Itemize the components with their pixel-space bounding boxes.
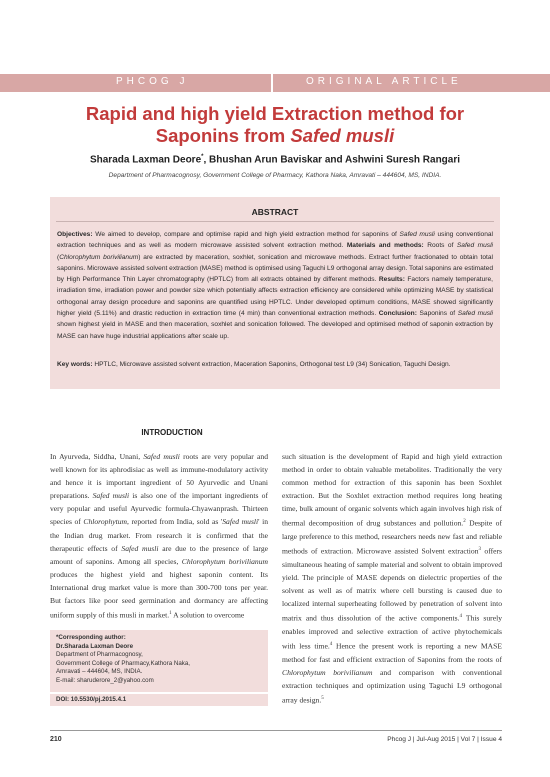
intro-italic: Safed musli <box>143 452 180 461</box>
intro-text: is also one of the important ingredients of very popular and useful Ayurvedic formula-Chyawanprash. Thirteen species of <box>50 491 268 527</box>
correspondence-box <box>50 630 268 692</box>
intro-text: such situation is the development of Rapid and high yield extraction method in order to obtain valuable metabolites. Traditionally the very common method for extraction of this saponin has been Soxhlet extraction. But the Soxhlet extraction method requires long heating time, bulk amount of organic solvents which again involves high risk of thermal decomposition of drug substances and pollution. <box>282 452 502 528</box>
intro-italic: Chlorophytum borivilianum <box>282 667 373 677</box>
intro-italic: Safed musli <box>121 543 159 553</box>
citation-ref[interactable]: 4 <box>329 641 333 647</box>
methods-italic-1: Safed musli <box>456 242 493 250</box>
intro-text: A solution to overcome <box>171 610 245 620</box>
correspondence-address-line: Department of Pharmacognosy, <box>56 651 143 658</box>
citation-ref[interactable]: 3 <box>478 547 482 553</box>
intro-text: Hence the present work is reporting a new MASE method for fast and efficient extraction of Saponins from the roots of <box>282 641 503 664</box>
intro-text: and comparison with conventional extraction techniques and optimization using Taguchi L9 orthogonal array design. <box>282 667 502 705</box>
abstract-heading: ABSTRACT <box>251 207 299 217</box>
correspondence-name: Dr.Sharada Laxman Deore <box>56 642 134 650</box>
section-heading-introduction: INTRODUCTION <box>141 428 203 437</box>
intro-text: are due to the presence of large amount of saponins. Among all species, <box>50 543 268 566</box>
intro-italic: Chlorophytum borivilianum <box>181 556 268 566</box>
correspondence-label: *Corresponding author: <box>56 634 126 641</box>
objectives-italic: Safed musli <box>399 231 435 238</box>
intro-text: roots are very popular and well known for its aphrodisiac as well as immune-modulatory activity and hence it is important ingredient of 50 Ayurvedic and Unani preparations. <box>50 452 268 501</box>
page-number: 210 <box>50 736 62 743</box>
article-title <box>40 103 510 147</box>
intro-text: This surely enables improved and selective extraction of active phytochemicals with less time. <box>282 613 502 651</box>
methods-text-1: Roots of <box>423 242 457 250</box>
abstract-text <box>57 229 493 342</box>
article-type: ORIGINAL ARTICLE <box>306 76 462 87</box>
intro-text: produces the highest yield and highest saponin content. Its International drug market value is more than 300-700 tons per year. But factors like poor seed germination and dormancy are affecting uniform supply of this musli in market. <box>50 569 268 620</box>
title-line-2 <box>40 125 510 147</box>
methods-text-3: ) are extracted by maceration, soxhlet, sonication and microwave methods. Extract further fractionated to obtain total saponins. Microwave assisted solvent extraction (MASE) method is optimised using Taguchi L9 orthogonal array design. Total saponins are estimated by High Performance Thin Layer chromatography (HPTLC) from all extracts obtained by different methods. <box>57 253 493 284</box>
methods-label: Materials and methods: <box>343 242 424 250</box>
methods-italic-2: Chlorophytum borivilianum <box>59 253 139 261</box>
author-list <box>40 154 510 165</box>
header-divider <box>271 74 273 92</box>
objectives-text: We aimed to develop, compare and optimise rapid and high yield extraction method for saponins of <box>92 231 400 238</box>
objectives-text-2: using conventional extraction techniques and as well as modern microwave assisted solvent extraction method. <box>57 231 493 250</box>
corresponding-mark: * <box>201 154 204 160</box>
abstract-divider <box>56 221 494 222</box>
citation-ref[interactable]: 2 <box>463 519 466 525</box>
intro-italic: Safed musli <box>222 517 259 527</box>
journal-header-bar <box>0 74 550 92</box>
intro-left-column <box>50 450 268 622</box>
correspondence-address-line: Government College of Pharmacy,Kathora Naka, <box>56 659 191 667</box>
doi[interactable]: DOI: 10.5530/pj.2015.4.1 <box>50 694 268 706</box>
results-label: Results: <box>376 276 405 284</box>
intro-right-column <box>282 450 502 706</box>
correspondence-address-line: Amravati – 444604, MS, INDIA. <box>56 668 143 675</box>
intro-text: , reported from India, sold as ' <box>127 517 223 527</box>
intro-text: offers simultaneous heating of sample material and solvent to obtain improved yield. The principle of MASE depends on dielectric properties of the solvent as well as of matrix where cell bursting is caused due to localized internal superheating followed by penetration of solvent into matrix and thus dissolution of the active components. <box>282 546 502 623</box>
author-first: Sharada Laxman Deore <box>89 154 202 166</box>
title-line-1: Rapid and high yield Extraction method for <box>85 103 465 124</box>
intro-text: ' in the Indian drug market. From research it is confirmed that the therapeutic effects of <box>50 517 268 553</box>
conclusion-italic: Safed musli <box>457 310 493 318</box>
journal-citation: Phcog J | Jul-Aug 2015 | Vol 7 | Issue 4 <box>387 736 502 743</box>
conclusion-text-2: shown highest yield in MASE and then maceration, soxhlet and sonication followed. The developed and optimised method of saponin extraction by MASE can have huge industrial applications after scale up. <box>57 321 493 340</box>
title-line-2-text: Saponins from <box>155 125 291 146</box>
footer-divider <box>50 730 502 731</box>
citation-ref[interactable]: 4 <box>459 614 462 620</box>
correspondence-email[interactable]: E-mail: sharuderore_2@yahoo.com <box>56 676 154 684</box>
keywords <box>57 359 493 370</box>
intro-text: Despite of large preference to this method, researchers needs new fast and reliable methods of extraction. Microwave assisted Solvent extraction <box>282 519 502 556</box>
methods-text-2: ( <box>57 253 60 261</box>
title-line-2-italic: Safed musli <box>290 125 395 146</box>
results-text: Factors namely temperature, irradiation time, irradiation power and powder size which potentially affects extraction efficiency are considered while optimizing MASE by statistical orthogonal array design procedure and saponins are quantified using HPTLC. Under developed optimum conditions, MASE showed significantly higher yield (5.11%) and drastic reduction in extraction time (4 min) than conventional extraction methods. <box>57 276 493 318</box>
intro-italic: Safed musli <box>92 491 130 501</box>
conclusion-text-1: Saponins of <box>416 310 458 318</box>
intro-italic: Chlorophytum <box>83 517 127 527</box>
abstract-box <box>50 197 500 389</box>
citation-ref[interactable]: 1 <box>169 611 172 617</box>
journal-name: PHCOG J <box>116 76 189 87</box>
affiliation: Department of Pharmacognosy, Government College of Pharmacy, Kathora Naka, Amravati – 444604, MS, INDIA. <box>108 172 442 179</box>
objectives-label: Objectives: <box>57 231 93 238</box>
keywords-text: HPTLC, Microwave assisted solvent extraction, Maceration Saponins, Orthogonal test L9 (34) Sonication, Taguchi Design. <box>92 361 451 368</box>
citation-ref[interactable]: 5 <box>321 695 324 701</box>
conclusion-label: Conclusion: <box>376 310 417 318</box>
author-rest: , Bhushan Arun Baviskar and Ashwini Suresh Rangari <box>203 154 461 166</box>
keywords-label: Key words: <box>57 361 93 368</box>
intro-text: In Ayurveda, Siddha, Unani, <box>50 452 144 461</box>
